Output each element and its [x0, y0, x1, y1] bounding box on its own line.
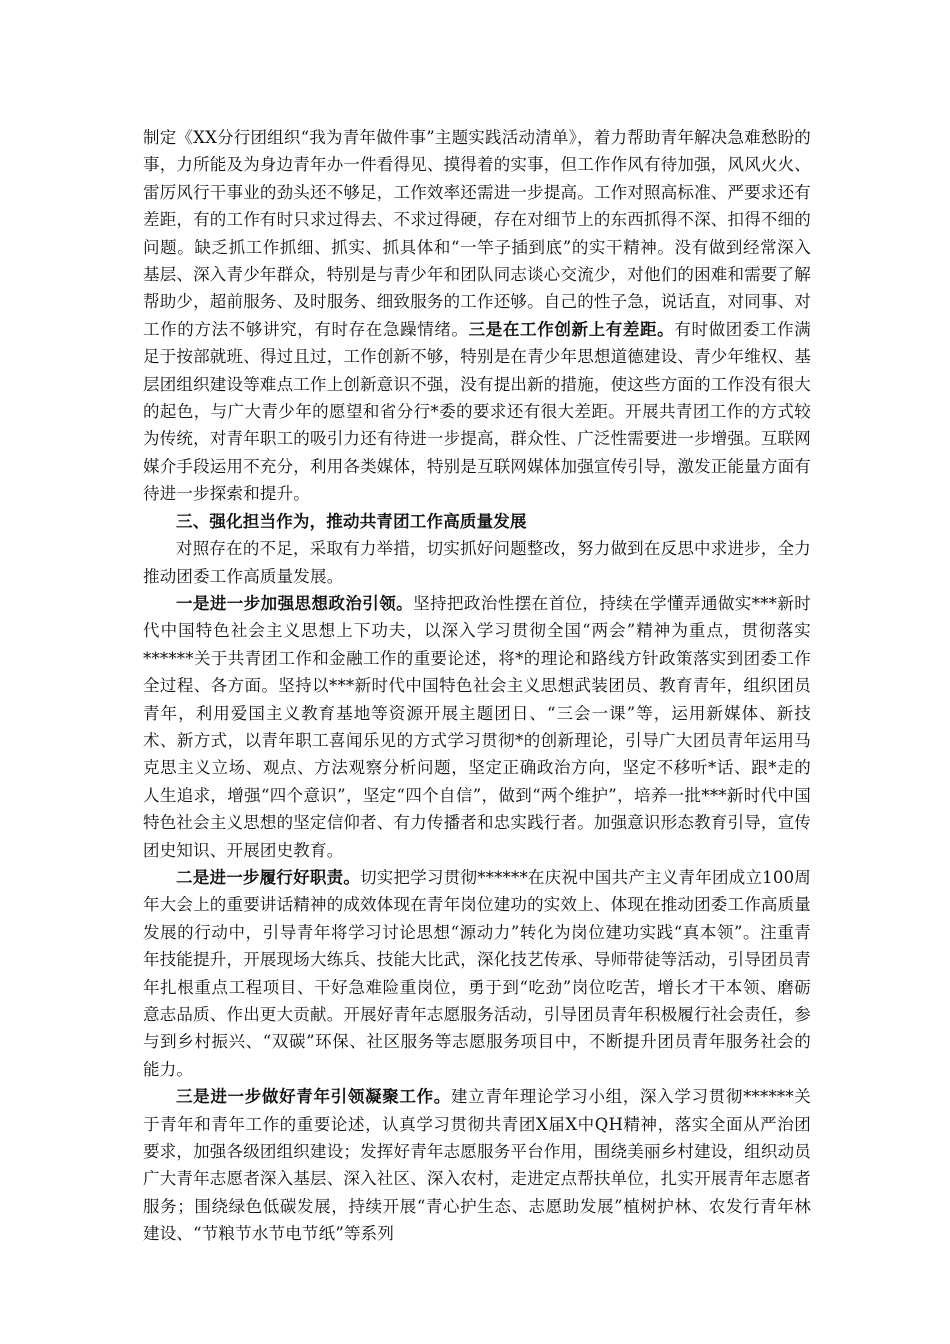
document-page [143, 124, 811, 1248]
paragraph-text: 切实把学习贯彻******在庆祝中国共产主义青年团成立100周年大会上的重要讲话精神的成效体现在青年岗位建功的实效上、体现在推动团委工作高质量发展的行动中，引导青年将学习讨论思想“源动力”转化为岗位建功实践“真本领”。注重青年技能提升，开展现场大练兵、技能大比武，深化技艺传承、导师带徒等活动，引导团员青年扎根重点工程项目、干好急难险重岗位，勇于到“吃劲”岗位吃苦，增长才干本领、磨砺意志品质、作出更大贡献。开展好青年志愿服务活动，引导团员青年积极履行社会责任，参与到乡村振兴、“双碳”环保、社区服务等志愿服务项目中，不断提升团员青年服务社会的能力。 [143, 867, 811, 1079]
section-heading-3: 三、强化担当作为，推动共青团工作高质量发展 [176, 511, 527, 531]
bold-lead-political-guidance: 一是进一步加强思想政治引领。 [176, 593, 414, 613]
paragraph-point-3 [143, 1083, 811, 1247]
bold-lead-duties: 二是进一步履行好职责。 [176, 867, 361, 887]
paragraph-text: 制定《XX分行团组织“我为青年做件事”主题实践活动清单》，着力帮助青年解决急难愁盼的事，力所能及为身边青年办一件看得见、摸得着的实事，但工作作风有待加强，风风火火、雷厉风行干事业的劲头还不够足，工作效率还需进一步提高。工作对照高标准、严要求还有差距，有的工作有时只求过得去、不求过得硬，存在对细节上的东西抓得不深、扣得不细的问题。缺乏抓工作抓细、抓实、抓具体和“一竿子插到底”的实干精神。没有做到经常深入基层、深入青少年群众，特别是与青少年和团队同志谈心交流少，对他们的困难和需要了解帮助少，超前服务、及时服务、细致服务的工作还够。自己的性子急，说话直，对同事、对工作的方法不够讲究，有时存在急躁情绪。 [143, 128, 811, 339]
paragraph-text: 有时做团委工作满足于按部就班、得过且过，工作创新不够，特别是在青少年思想道德建设、青少年维权、基层团组织建设等难点工作上创新意识不强，没有提出新的措施，使这些方面的工作没有很大的起色，与广大青少年的愿望和省分行*委的要求还有很大差距。开展共青团工作的方式较为传统，对青年职工的吸引力还有待进一步提高，群众性、广泛性需要进一步增强。互联网媒介手段运用不充分，利用各类媒体，特别是互联网媒体加强宣传引导，激发正能量方面有待进一步探索和提升。 [143, 319, 811, 504]
paragraph-intro: 对照存在的不足，采取有力举措，切实抓好问题整改，努力做到在反思中求进步，全力推动团委工作高质量发展。 [143, 539, 811, 586]
paragraph-text: 坚持把政治性摆在首位，持续在学懂弄通做实***新时代中国特色社会主义思想上下功夫，以深入学习贯彻全国“两会”精神为重点，贯彻落实******关于共青团工作和金融工作的重要论述，将*的理论和路线方针政策落实到团委工作全过程、各方面。坚持以***新时代中国特色社会主义思想武装团员、教育青年，组织团员青年，利用爱国主义教育基地等资源开展主题团日、“三会一课”等，运用新媒体、新技术、新方式，以青年职工喜闻乐见的方式学习贯彻*的创新理论，引导广大团员青年运用马克思主义立场、观点、方法观察分析问题，坚定正确政治方向，坚定不移听*话、跟*走的人生追求，增强“四个意识”，坚定“四个自信”，做到“两个维护”，培养一批***新时代中国特色社会主义思想的坚定信仰者、有力传播者和忠实践行者。加强意识形态教育引导，宣传团史知识、开展团史教育。 [143, 593, 811, 860]
bold-lead-youth-cohesion: 三是进一步做好青年引领凝聚工作。 [176, 1087, 451, 1107]
paragraph-continued [143, 124, 811, 508]
paragraph-point-1 [143, 590, 811, 864]
paragraph-text: 建立青年理论学习小组，深入学习贯彻******关于青年和青年工作的重要论述，认真学习贯彻共青团X届X中QH精神，落实全面从严治团要求，加强各级团组织建设；发挥好青年志愿服务平台作用，围绕美丽乡村建设，组织动员广大青年志愿者深入基层、深入社区、深入农村，走进定点帮扶单位，扎实开展青年志愿者服务；围绕绿色低碳发展，持续开展“青心护生态、志愿助发展”植树护林、农发行青年林建设、“节粮节水节电节纸”等系列 [143, 1087, 811, 1244]
bold-lead-innovation-gap: 三是在工作创新上有差距。 [468, 319, 675, 339]
paragraph-point-2 [143, 864, 811, 1083]
